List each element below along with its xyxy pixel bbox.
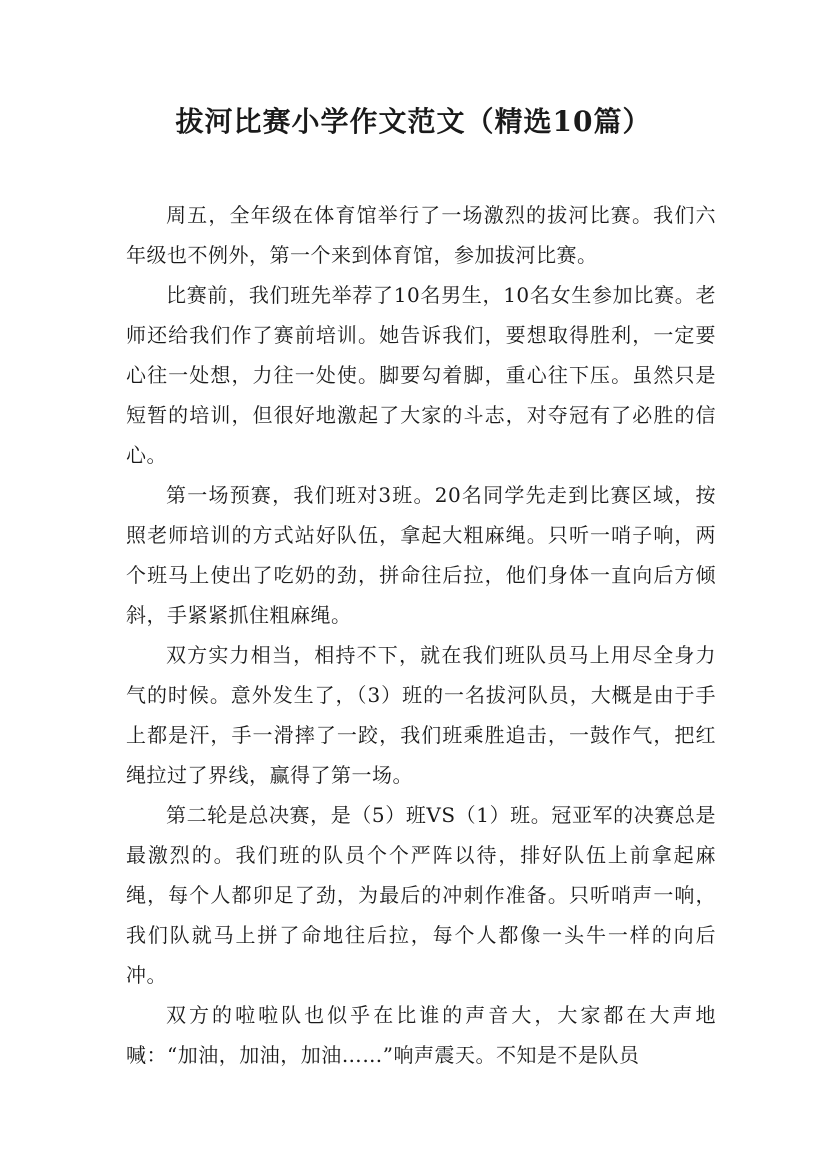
paragraph: 周五，全年级在体育馆举行了一场激烈的拔河比赛。我们六年级也不例外，第一个来到体育馆，参加拔河比赛。: [126, 203, 716, 267]
paragraph: 双方实力相当，相持不下，就在我们班队员马上用尽全身力气的时候。意外发生了，（3）班的一名拔河队员，大概是由于手上都是汗，手一滑摔了一跤，我们班乘胜追击，一鼓作气，把红绳拉过了界线，赢得了第一场。: [126, 643, 716, 787]
document-body: [126, 195, 716, 1075]
document-title: 拔河比赛小学作文范文（精选10篇）: [175, 105, 652, 138]
paragraph: 第二轮是总决赛，是（5）班VS（1）班。冠亚军的决赛总是最激烈的。我们班的队员个个严阵以待，排好队伍上前拿起麻绳，每个人都卯足了劲，为最后的冲刺作准备。只听哨声一响，我们队就马上拼了命地往后拉，每个人都像一头牛一样的向后冲。: [126, 803, 716, 987]
paragraph: 比赛前，我们班先举荐了10名男生，10名女生参加比赛。老师还给我们作了赛前培训。她告诉我们，要想取得胜利，一定要心往一处想，力往一处使。脚要勾着脚，重心往下压。虽然只是短暂的培训，但很好地激起了大家的斗志，对夺冠有了必胜的信心。: [126, 283, 716, 467]
paragraph: 第一场预赛，我们班对3班。20名同学先走到比赛区域，按照老师培训的方式站好队伍，拿起大粗麻绳。只听一哨子响，两个班马上使出了吃奶的劲，拼命往后拉，他们身体一直向后方倾斜，手紧紧抓住粗麻绳。: [126, 483, 716, 627]
paragraph: 双方的啦啦队也似乎在比谁的声音大，大家都在大声地喊：“加油，加油，加油……”响声震天。不知是不是队员: [126, 1003, 716, 1067]
